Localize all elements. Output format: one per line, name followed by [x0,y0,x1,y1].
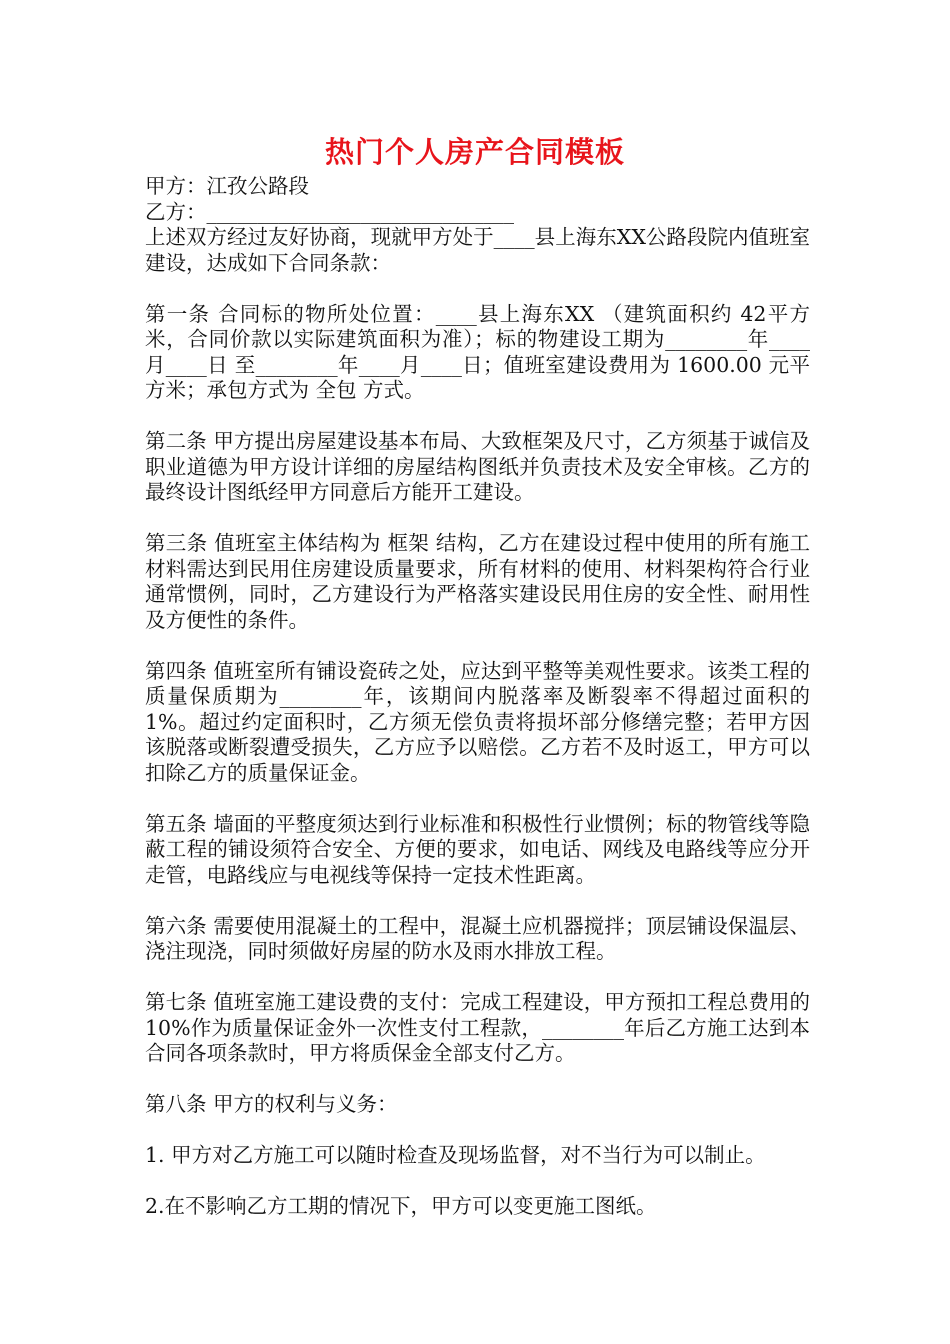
paragraph-gap [145,404,810,430]
document-body [145,174,810,1220]
paragraph-gap [145,965,810,991]
paragraph-gap [145,276,810,302]
paragraph-gap [145,633,810,659]
article-2: 第二条 甲方提出房屋建设基本布局、大致框架及尺寸，乙方须基于诚信及职业道德为甲方设计详细的房屋结构图纸并负责技术及安全审核。乙方的最终设计图纸经甲方同意后方能开工建设。 [145,429,810,504]
paragraph-gap [145,1067,810,1093]
intro-paragraph: 上述双方经过友好协商，现就甲方处于____县上海东XX公路段院内值班室建设，达成如下合同条款： [145,225,810,275]
article-8: 第八条 甲方的权利与义务： [145,1092,398,1116]
paragraph-gap [145,1169,810,1195]
paragraph-gap [145,506,810,532]
document-title: 热门个人房产合同模板 [324,135,625,169]
paragraph-gap [145,786,810,812]
list-item-1: 1. 甲方对乙方施工可以随时检查及现场监督，对不当行为可以制止。 [145,1143,766,1167]
article-6: 第六条 需要使用混凝土的工程中，混凝土应机器搅拌；顶层铺设保温层、浇注现浇，同时须做好房屋的防水及雨水排放工程。 [145,913,810,963]
article-5: 第五条 墙面的平整度须达到行业标准和积极性行业惯例；标的物管线等隐蔽工程的铺设须符合安全、方便的要求，如电话、网线及电路线等应分开走管，电路线应与电视线等保持一定技术性距离。 [145,811,810,887]
article-7: 第七条 值班室施工建设费的支付：完成工程建设，甲方预扣工程总费用的10%作为质量保证金外一次性支付工程款，________年后乙方施工达到本合同各项条款时，甲方将质保金全部支付乙方。 [145,990,810,1065]
article-3: 第三条 值班室主体结构为 框架 结构，乙方在建设过程中使用的所有施工材料需达到民用住房建设质量要求，所有材料的使用、材料架构符合行业通常惯例，同时，乙方建设行为严格落实建设民用住房的安全性、耐用性及方便性的条件。 [145,531,810,632]
party-a: 甲方：江孜公路段 [145,174,309,198]
party-b: 乙方：______________________________ [145,199,514,224]
paragraph-gap [145,888,810,914]
list-item-2: 2.在不影响乙方工期的情况下，甲方可以变更施工图纸。 [145,1194,657,1218]
paragraph-gap [145,1118,810,1144]
article-4: 第四条 值班室所有铺设瓷砖之处，应达到平整等美观性要求。该类工程的质量保质期为________年，该期间内脱落率及断裂率不得超过面积的1%。超过约定面积时，乙方须无偿负责将损坏部分修缮完整；若甲方因该脱落或断裂遭受损失，乙方应予以赔偿。乙方若不及时返工，甲方可以扣除乙方的质量保证金。 [145,658,810,785]
article-1: 第一条 合同标的物所处位置：____县上海东XX （建筑面积约 42平方米，合同价款以实际建筑面积为准）；标的物建设工期为________年____月____日 至________年____月____日；值班室建设费用为 1600.00 元平方米；承包方式为 全包 方式。 [145,301,810,402]
